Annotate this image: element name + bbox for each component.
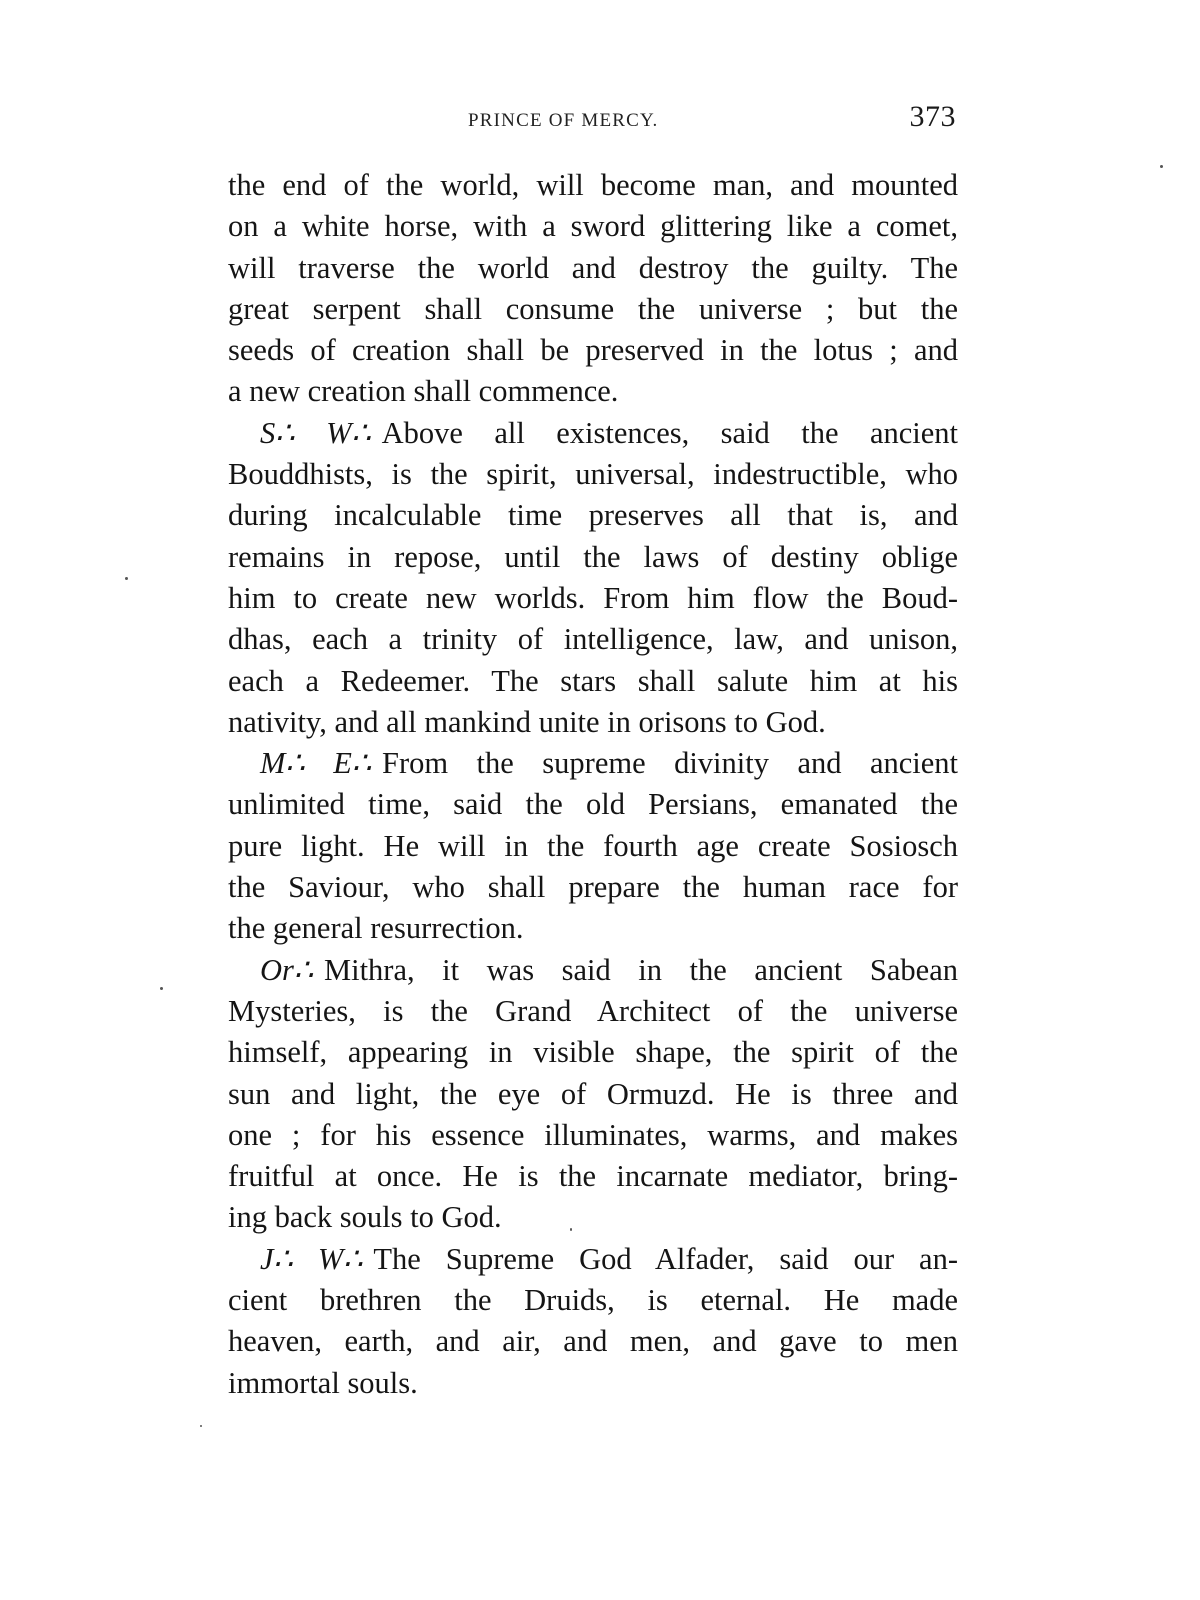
paragraph-orator [228,950,958,1239]
text-line: the Saviour, who shall prepare the human race for [228,870,958,905]
text-line: on a white horse, with a sword glittering like a comet, [228,209,958,244]
text-line: nativity, and all mankind unite in orisons to God. [228,704,826,739]
text-line: the general resurrection. [228,911,524,946]
text-line: sun and light, the eye of Ormuzd. He is three and [228,1076,958,1111]
text-line: Above all existences, said the ancient [381,415,959,450]
page-number: 373 [909,100,956,133]
text-line: From the supreme divinity and ancient [382,746,959,781]
paragraph-master-eloquence [228,743,958,949]
paragraph-senior-warden [228,413,958,743]
paragraph-continuation [228,165,958,413]
text-line: The Supreme God Alfader, said our an- [373,1241,958,1276]
running-title: PRINCE OF MERCY. [468,110,659,131]
paper-speck [125,577,128,580]
text-line-first [228,950,958,991]
text-line: him to create new worlds. From him flow the Boud- [228,580,958,615]
paragraph-junior-warden [228,1239,958,1404]
text-line: fruitful at once. He is the incarnate mediator, bring- [228,1159,958,1194]
text-line: one ; for his essence illuminates, warms, and makes [228,1117,958,1152]
text-line: immortal souls. [228,1365,418,1400]
text-line: during incalculable time preserves all that is, and [228,498,958,533]
paper-speck [160,987,163,990]
text-line: will traverse the world and destroy the guilty. The [228,250,958,285]
text-line-first [228,1239,958,1280]
speaker-label: J∴ W∴ [260,1241,363,1276]
text-line-first [228,743,958,784]
text-line: each a Redeemer. The stars shall salute him at his [228,663,958,698]
speaker-label: Or∴ [260,952,314,987]
text-line: seeds of creation shall be preserved in the lotus ; and [228,333,958,368]
text-line: cient brethren the Druids, is eternal. He made [228,1283,958,1318]
speaker-label: S∴ W∴ [260,415,371,450]
text-line: unlimited time, said the old Persians, emanated the [228,787,958,822]
text-line: Mysteries, is the Grand Architect of the universe [228,993,958,1028]
text-line: pure light. He will in the fourth age create Sosiosch [228,828,958,863]
text-line: great serpent shall consume the universe ; but the [228,291,958,326]
running-head [228,100,958,140]
text-line: Bouddhists, is the spirit, universal, indestructible, who [228,457,958,492]
paper-speck [200,1425,202,1427]
speaker-label: M∴ E∴ [260,746,372,781]
paper-speck [570,1228,572,1231]
text-line: remains in repose, until the laws of destiny oblige [228,539,958,574]
paper-speck [1160,165,1163,168]
text-line: dhas, each a trinity of intelligence, law, and unison, [228,622,958,657]
text-line: Mithra, it was said in the ancient Sabean [323,952,958,987]
text-line: heaven, earth, and air, and men, and gave to men [228,1324,958,1359]
body-text [228,165,958,1404]
text-line: ing back souls to God. [228,1200,502,1235]
text-line-first [228,413,958,454]
text-line: himself, appearing in visible shape, the spirit of the [228,1035,958,1070]
text-line: the end of the world, will become man, and mounted [228,168,958,202]
text-line: a new creation shall commence. [228,374,619,409]
